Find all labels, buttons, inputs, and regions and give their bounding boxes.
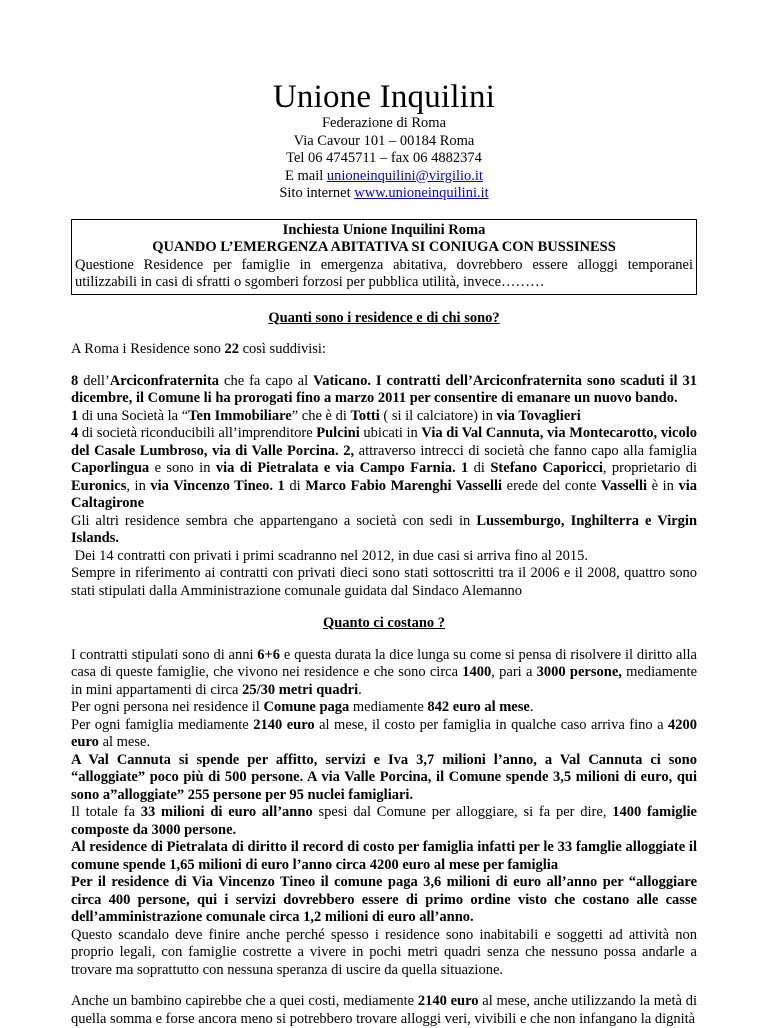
- section-title-cost: Quanto ci costano ?: [322, 615, 446, 631]
- document-page: [71, 0, 697, 1028]
- email-line: E mail unioneinquilini@virgilio.it: [285, 167, 483, 184]
- inquiry-headline: QUANDO L’EMERGENZA ABITATIVA SI CONIUGA CON BUSSINESS: [152, 239, 616, 255]
- address-line: Via Cavour 101 – 00184 Roma: [293, 132, 475, 149]
- body-paragraph-3: Anche un bambino capirebbe che a quei costi, mediamente 2140 euro al mese, anche utilizzando la metà di quella somma e forse ancora meno si potrebbero trovare alloggi veri, vivibili e che non infangano la dignità: [71, 993, 697, 1027]
- org-title: Unione Inquilini: [272, 79, 496, 115]
- body-paragraph-1: 8 dell’Arciconfraternita che fa capo al Vaticano. I contratti dell’Arciconfraternita sono scaduti il 31 dicembre, il Comune li ha prorogati fino a marzo 2011 per consentire di emanare un nuovo bando. 1 di una Società la “Ten Immobiliare” che è di Totti ( si il calciatore) in via Tovaglieri 4 di società riconducibili all’imprenditore Pulcini ubicati in Via di Val Cannuta, via Montecarotto, vicolo del Casale Lumbroso, via di Valle Porcina. 2, attraverso intrecci di società che fanno capo alla famiglia Caporlingua e sono in via di Pietralata e via Campo Farnia. 1 di Stefano Caporicci, proprietario di Euronics, in via Vincenzo Tineo. 1 di Marco Fabio Marenghi Vasselli erede del conte Vasselli è in via Caltagirone Gli altri residence sembra che appartengano a società con sedi in Lussemburgo, Inghilterra e Virgin Islands. Dei 14 contratti con privati i primi scadranno nel 2012, in due casi si arriva fino al 2015. Sempre in riferimento ai contratti con privati dieci sono stati sottoscritti tra il 2006 e il 2008, quattro sono stati stipulati dalla Amministrazione comunale guidata dal Sindaco Alemanno: [71, 372, 698, 599]
- site-link[interactable]: www.unioneinquilini.it: [354, 185, 489, 201]
- section-title-who: Quanti sono i residence e di chi sono?: [268, 309, 500, 326]
- email-link[interactable]: unioneinquilini@virgilio.it: [326, 167, 483, 184]
- inquiry-box: [71, 219, 697, 295]
- body-paragraph-2: I contratti stipulati sono di anni 6+6 e questa durata la dice lunga su come si pensa di risolvere il diritto alla casa di queste famiglie, che vivono nei residence e che sono circa 1400, pari a 3000 persone, mediamente in mini appartamenti di circa 25/30 metri quadri. Per ogni persona nei residence il Comune paga mediamente 842 euro al mese. Per ogni famiglia mediamente 2140 euro al mese, il costo per famiglia in qualche caso arriva fino a 4200 euro al mese. A Val Cannuta si spende per affitto, servizi e Iva 3,7 milioni l’anno, a Val Cannuta ci sono “alloggiate” poco più di 500 persone. A via Valle Porcina, il Comune spende 3,5 milioni di euro, qui sono a”alloggiate” 255 persone per 95 nuclei famigliari. Il totale fa 33 milioni di euro all’anno spesi dal Comune per alloggiare, si fa per dire, 1400 famiglie composte da 3000 persone. Al residence di Pietralata di diritto il record di costo per famiglia infatti per le 33 famglie alloggiate il comune spende 1,65 milioni di euro l’anno circa 4200 euro al mese per famiglia Per il residence di Via Vincenzo Tineo il comune paga 3,6 milioni di euro all’anno per “alloggiare circa 400 persone, qui i servizi dovrebbero essere di primo ordine visto che costano alle casse dell’amministrazione comunale circa 1,2 milioni di euro all’anno. Questo scandalo deve finire anche perché spesso i residence sono inabitabili e soggetti ad attività non proprio legali, con famiglie costrette a vivere in pochi metri quadri senza che nessuno possa andarle a trovare ma soprattutto con nessuna speranza di uscire da quella situazione.: [71, 646, 698, 978]
- phone-line: Tel 06 4745711 – fax 06 4882374: [286, 150, 482, 166]
- site-line: Sito internet www.unioneinquilini.it: [279, 185, 489, 201]
- federation-line: Federazione di Roma: [321, 115, 446, 131]
- inquiry-summary: Questione Residence per famiglie in emergenza abitativa, dovrebbero essere alloggi temporanei utilizzabili in casi di sfratti o sgomberi forzosi per pubblica utilità, invece………: [75, 256, 693, 290]
- residence-count: A Roma i Residence sono 22 così suddivisi:: [71, 341, 326, 357]
- inquiry-label: Inchiesta Unione Inquilini Roma: [282, 221, 486, 238]
